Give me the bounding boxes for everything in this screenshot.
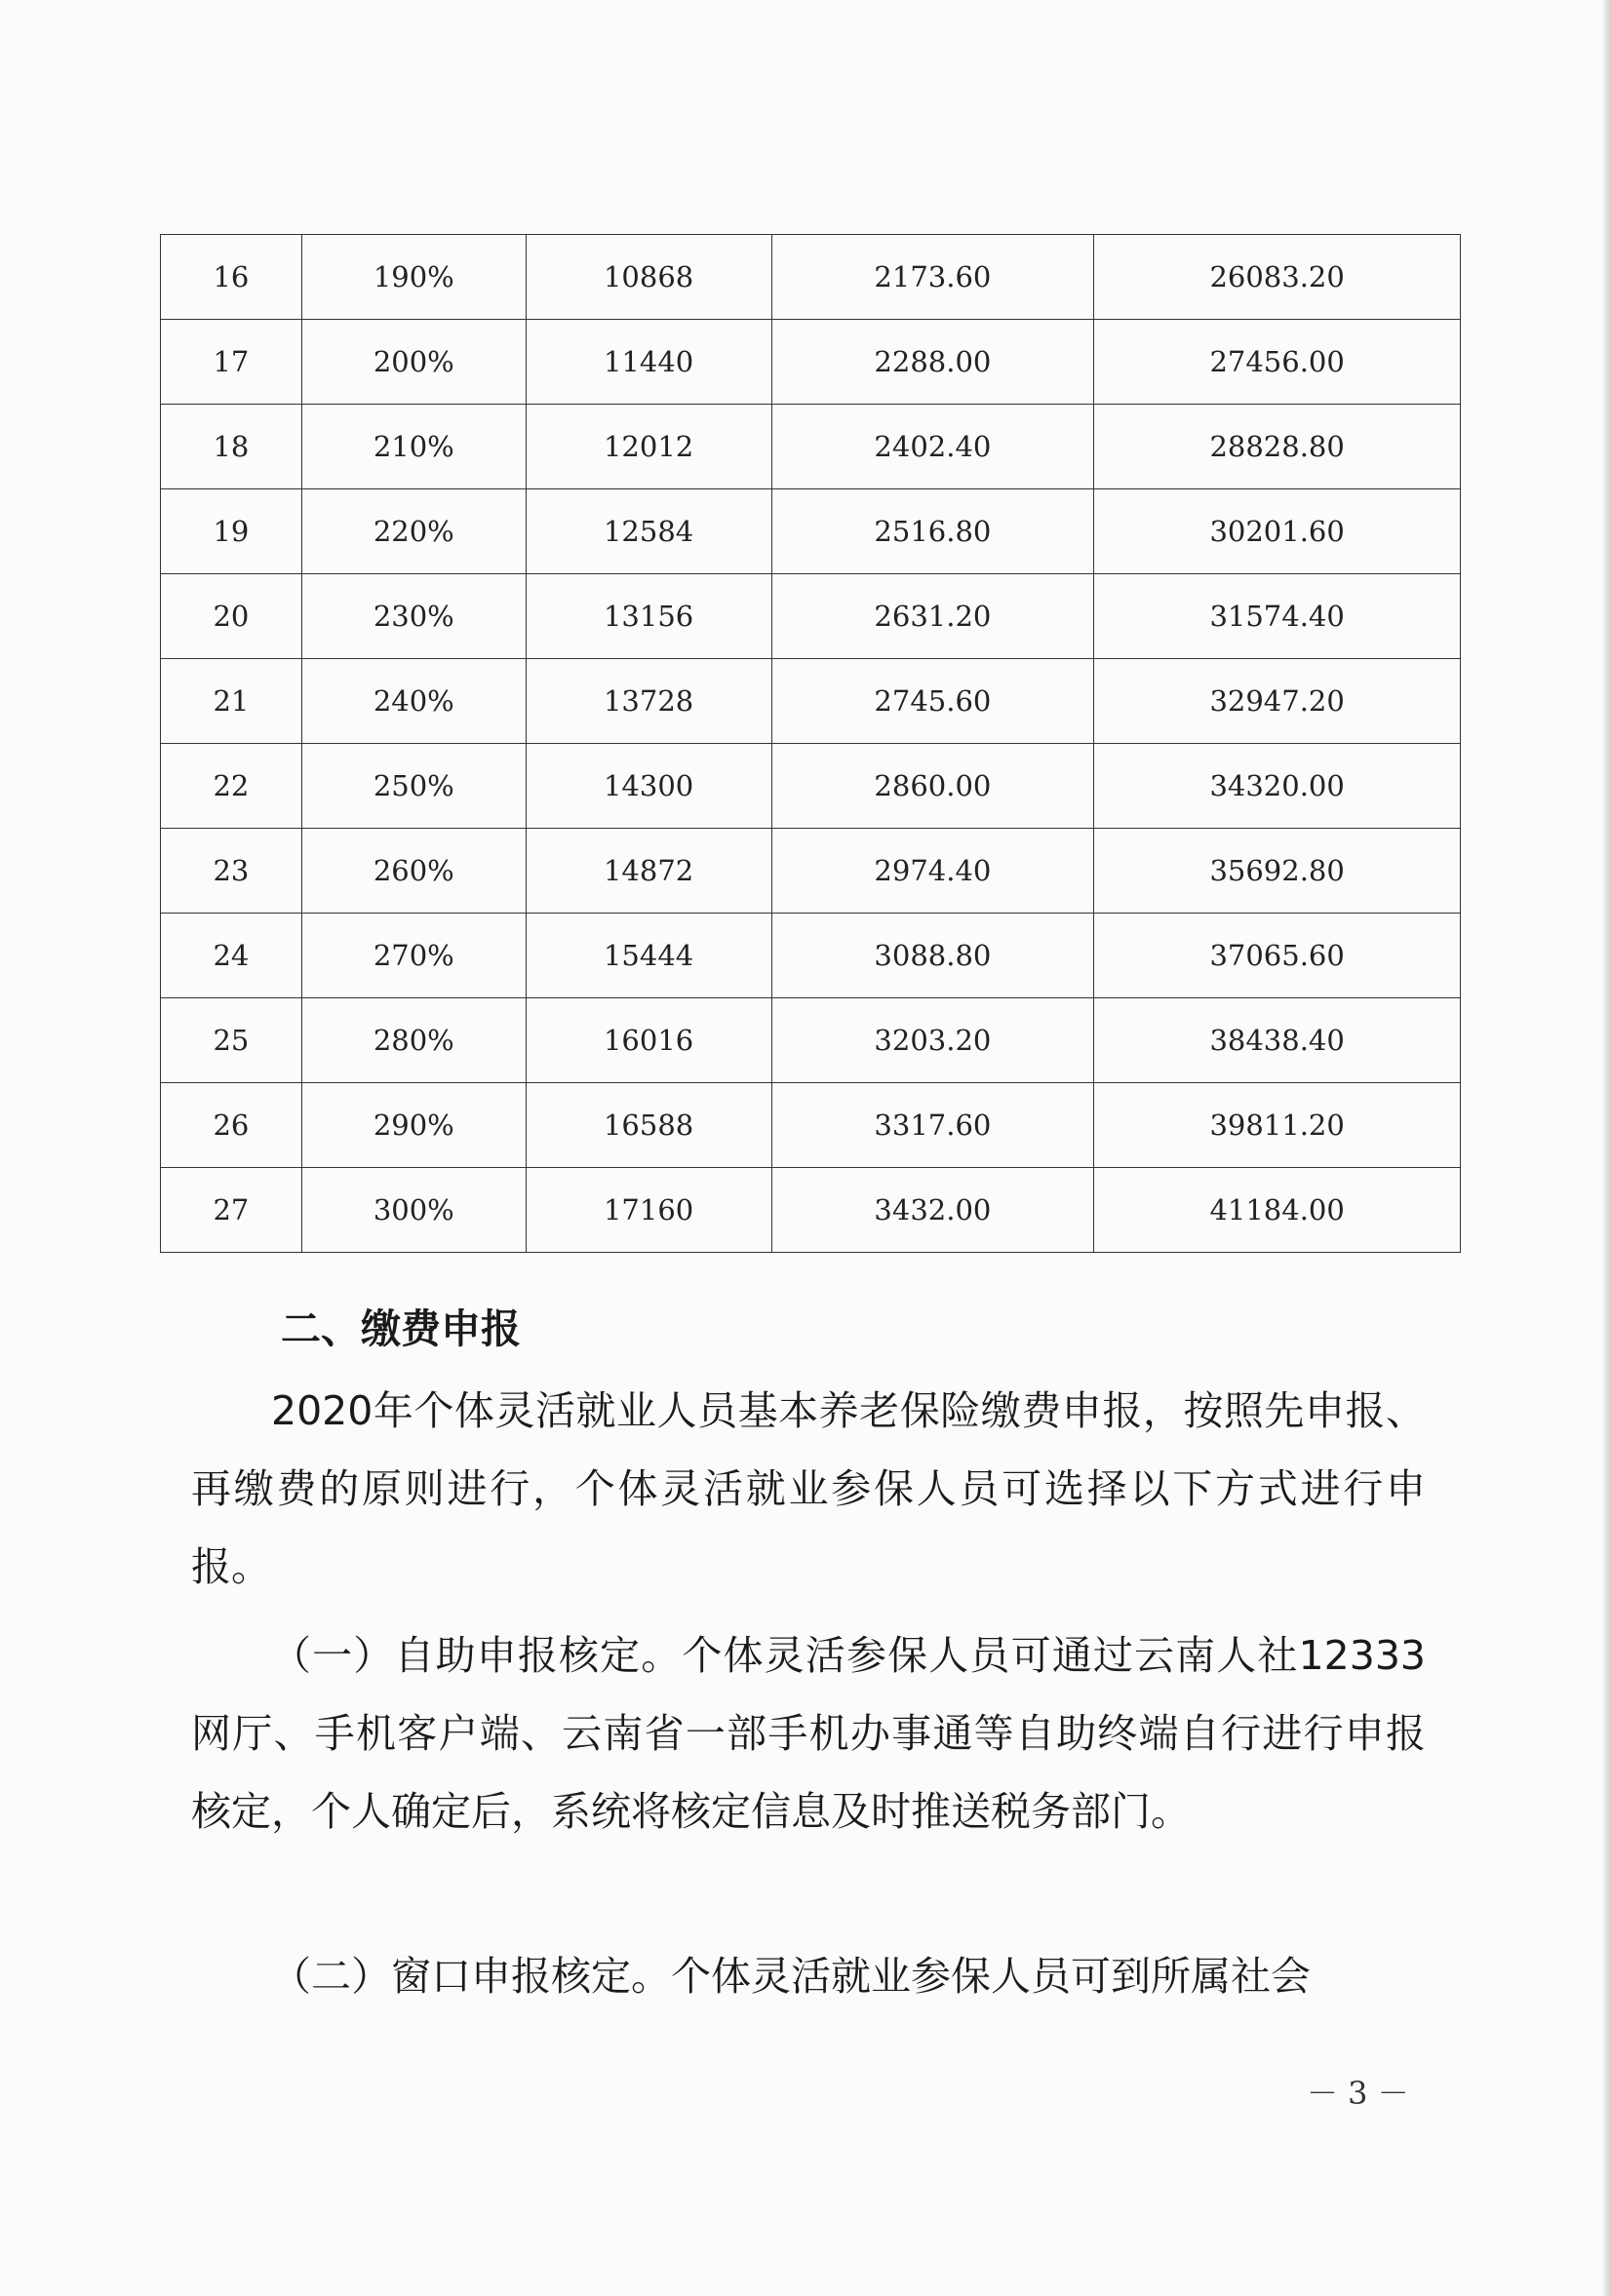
table-cell-ratio: 200%	[301, 320, 526, 405]
table-cell-monthly: 2745.60	[771, 659, 1094, 744]
table-cell-monthly: 2860.00	[771, 744, 1094, 829]
table-row	[161, 659, 1461, 744]
table-cell-annual: 35692.80	[1094, 829, 1461, 914]
table-row	[161, 405, 1461, 489]
table-cell-monthly: 3317.60	[771, 1083, 1094, 1168]
table-cell-index: 26	[161, 1083, 302, 1168]
table-cell-ratio: 190%	[301, 235, 526, 320]
table-cell-ratio: 220%	[301, 489, 526, 574]
table-cell-ratio: 270%	[301, 914, 526, 998]
table-cell-monthly: 2173.60	[771, 235, 1094, 320]
table-cell-index: 19	[161, 489, 302, 574]
table-cell-monthly: 2516.80	[771, 489, 1094, 574]
contribution-table-body	[161, 235, 1461, 1253]
table-row	[161, 1168, 1461, 1253]
table-cell-ratio: 240%	[301, 659, 526, 744]
table-cell-index: 27	[161, 1168, 302, 1253]
table-cell-annual: 30201.60	[1094, 489, 1461, 574]
table-cell-annual: 28828.80	[1094, 405, 1461, 489]
table-cell-index: 18	[161, 405, 302, 489]
table-cell-index: 24	[161, 914, 302, 998]
table-row	[161, 998, 1461, 1083]
page-number: － 3 －	[1307, 2075, 1409, 2112]
table-cell-ratio: 290%	[301, 1083, 526, 1168]
table-cell-annual: 37065.60	[1094, 914, 1461, 998]
table-cell-index: 23	[161, 829, 302, 914]
table-row	[161, 1083, 1461, 1168]
paragraph-declaration-intro: 2020年个体灵活就业人员基本养老保险缴费申报，按照先申报、再缴费的原则进行，个体灵活就业参保人员可选择以下方式进行申报。	[191, 1387, 1426, 1590]
table-cell-index: 20	[161, 574, 302, 659]
contribution-table	[160, 234, 1461, 1253]
table-cell-monthly: 3432.00	[771, 1168, 1094, 1253]
table-cell-ratio: 260%	[301, 829, 526, 914]
table-cell-base: 16016	[526, 998, 771, 1083]
table-cell-base: 13156	[526, 574, 771, 659]
table-row	[161, 914, 1461, 998]
table-cell-base: 16588	[526, 1083, 771, 1168]
table-cell-annual: 32947.20	[1094, 659, 1461, 744]
table-cell-annual: 38438.40	[1094, 998, 1461, 1083]
table-row	[161, 829, 1461, 914]
table-cell-annual: 34320.00	[1094, 744, 1461, 829]
table-cell-ratio: 250%	[301, 744, 526, 829]
table-cell-annual: 27456.00	[1094, 320, 1461, 405]
table-cell-annual: 26083.20	[1094, 235, 1461, 320]
paragraph-window-service: （二）窗口申报核定。个体灵活就业参保人员可到所属社会	[271, 1953, 1311, 2000]
table-row	[161, 744, 1461, 829]
table-cell-base: 13728	[526, 659, 771, 744]
table-cell-ratio: 300%	[301, 1168, 526, 1253]
table-cell-index: 17	[161, 320, 302, 405]
table-cell-index: 21	[161, 659, 302, 744]
paragraph-self-service: （一）自助申报核定。个体灵活参保人员可通过云南人社12333网厅、手机客户端、云南省一部手机办事通等自助终端自行进行申报核定，个人确定后，系统将核定信息及时推送税务部门。	[191, 1632, 1426, 1835]
table-cell-base: 14872	[526, 829, 771, 914]
table-cell-base: 14300	[526, 744, 771, 829]
table-cell-base: 12584	[526, 489, 771, 574]
table-cell-annual: 39811.20	[1094, 1083, 1461, 1168]
table-cell-ratio: 230%	[301, 574, 526, 659]
table-cell-ratio: 280%	[301, 998, 526, 1083]
table-row	[161, 489, 1461, 574]
table-cell-annual: 31574.40	[1094, 574, 1461, 659]
table-cell-base: 15444	[526, 914, 771, 998]
table-cell-index: 22	[161, 744, 302, 829]
table-row	[161, 235, 1461, 320]
table-cell-base: 17160	[526, 1168, 771, 1253]
table-cell-monthly: 2631.20	[771, 574, 1094, 659]
table-cell-base: 11440	[526, 320, 771, 405]
table-row	[161, 320, 1461, 405]
section-heading: 二、缴费申报	[281, 1305, 521, 1352]
table-cell-monthly: 3203.20	[771, 998, 1094, 1083]
table-cell-index: 25	[161, 998, 302, 1083]
table-cell-ratio: 210%	[301, 405, 526, 489]
table-cell-index: 16	[161, 235, 302, 320]
table-row	[161, 574, 1461, 659]
table-cell-base: 10868	[526, 235, 771, 320]
table-cell-monthly: 3088.80	[771, 914, 1094, 998]
table-cell-monthly: 2288.00	[771, 320, 1094, 405]
table-cell-monthly: 2974.40	[771, 829, 1094, 914]
table-cell-base: 12012	[526, 405, 771, 489]
table-cell-annual: 41184.00	[1094, 1168, 1461, 1253]
table-cell-monthly: 2402.40	[771, 405, 1094, 489]
